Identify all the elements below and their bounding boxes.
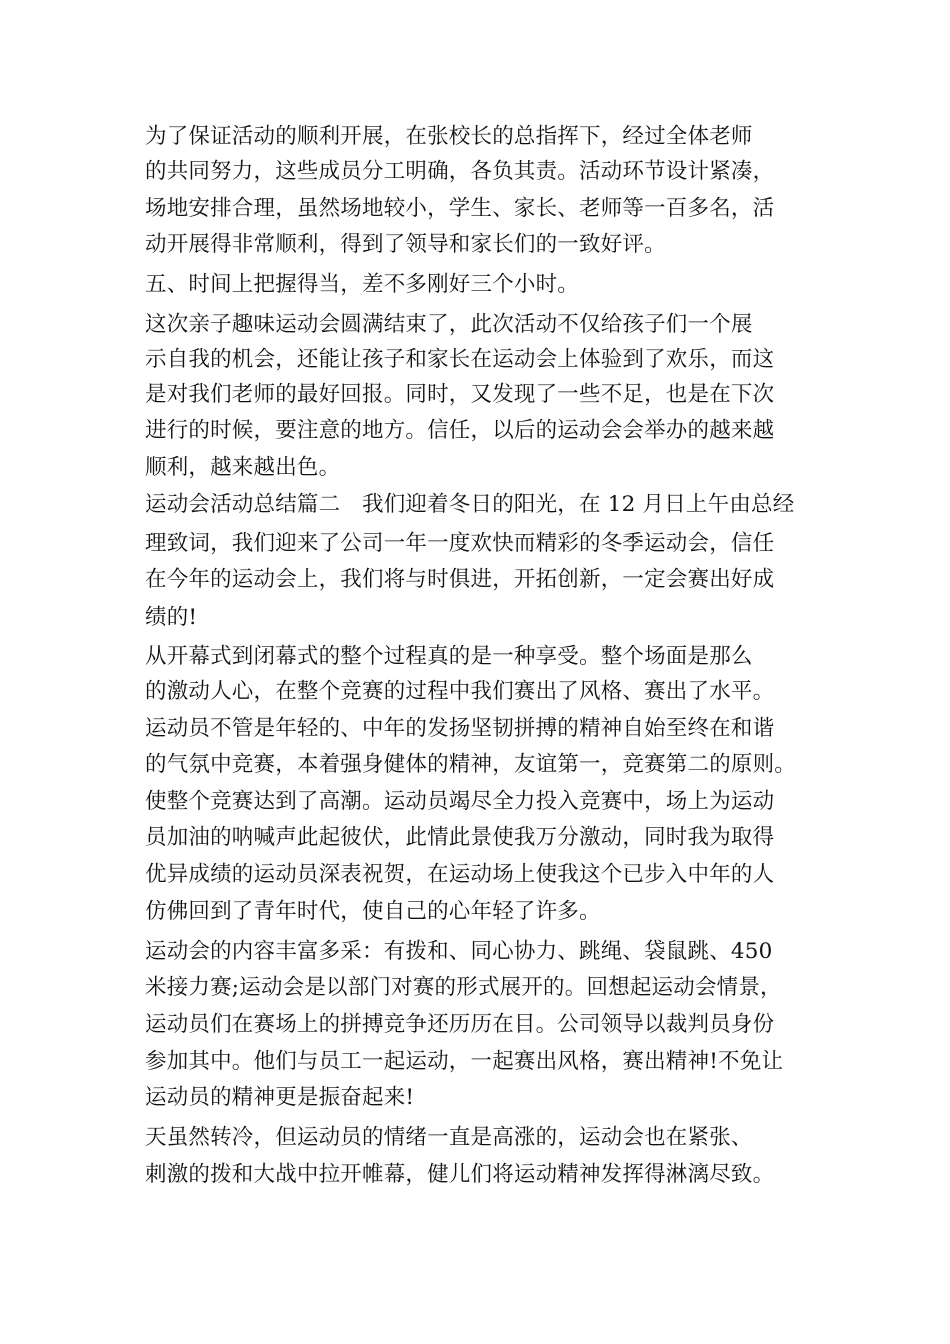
text-line: 员加油的呐喊声此起彼伏，此情此景使我万分激动，同时我为取得 <box>145 825 775 850</box>
text-line: 运动会活动总结篇二 我们迎着冬日的阳光，在 12 月日上午由总经 <box>145 492 795 517</box>
text-line: 这次亲子趣味运动会圆满结束了，此次活动不仅给孩子们一个展 <box>145 312 753 337</box>
text-line: 五、时间上把握得当，差不多刚好三个小时。 <box>145 272 580 297</box>
text-line: 进行的时候，要注意的地方。信任，以后的运动会会举办的越来越 <box>145 418 775 443</box>
text-line: 仿佛回到了青年时代，使自己的心年轻了许多。 <box>145 899 601 924</box>
text-line: 顺利，越来越出色。 <box>145 455 341 480</box>
text-line: 运动员们在赛场上的拼搏竞争还历历在目。公司领导以裁判员身份 <box>145 1012 775 1037</box>
text-line: 理致词，我们迎来了公司一年一度欢快而精彩的冬季运动会，信任 <box>145 531 775 556</box>
text-line: 从开幕式到闭幕式的整个过程真的是一种享受。整个场面是那么 <box>145 644 753 669</box>
text-line: 运动员的精神更是振奋起来! <box>145 1085 415 1110</box>
text-line: 天虽然转冷，但运动员的情绪一直是高涨的，运动会也在紧张、 <box>145 1125 753 1150</box>
text-line: 为了保证活动的顺利开展，在张校长的总指挥下，经过全体老师 <box>145 124 753 149</box>
text-line: 米接力赛;运动会是以部门对赛的形式展开的。回想起运动会情景， <box>145 975 782 1000</box>
text-line: 场地安排合理，虽然场地较小，学生、家长、老师等一百多名，活 <box>145 196 775 221</box>
text-line: 使整个竞赛达到了高潮。运动员竭尽全力投入竞赛中，场上为运动 <box>145 789 775 814</box>
text-line: 的激动人心，在整个竞赛的过程中我们赛出了风格、赛出了水平。 <box>145 679 775 704</box>
text-line: 在今年的运动会上，我们将与时俱进，开拓创新，一定会赛出好成 <box>145 567 775 592</box>
text-line: 绩的! <box>145 605 198 630</box>
text-line: 是对我们老师的最好回报。同时，又发现了一些不足，也是在下次 <box>145 382 775 407</box>
text-line: 运动会的内容丰富多采：有拨和、同心协力、跳绳、袋鼠跳、450 <box>145 939 773 964</box>
text-line: 的气氛中竞赛，本着强身健体的精神，友谊第一，竞赛第二的原则。 <box>145 752 797 777</box>
text-line: 动开展得非常顺利，得到了领导和家长们的一致好评。 <box>145 232 666 257</box>
text-line: 运动员不管是年轻的、中年的发扬坚韧拼搏的精神自始至终在和谐 <box>145 716 775 741</box>
text-line: 的共同努力，这些成员分工明确，各负其责。活动环节设计紧凑， <box>145 159 775 184</box>
text-line: 参加其中。他们与员工一起运动，一起赛出风格，赛出精神!不免让 <box>145 1049 784 1074</box>
text-line: 示自我的机会，还能让孩子和家长在运动会上体验到了欢乐，而这 <box>145 347 775 372</box>
text-line: 刺激的拨和大战中拉开帷幕，健儿们将运动精神发挥得淋漓尽致。 <box>145 1162 775 1187</box>
text-line: 优异成绩的运动员深表祝贺，在运动场上使我这个已步入中年的人 <box>145 862 775 887</box>
